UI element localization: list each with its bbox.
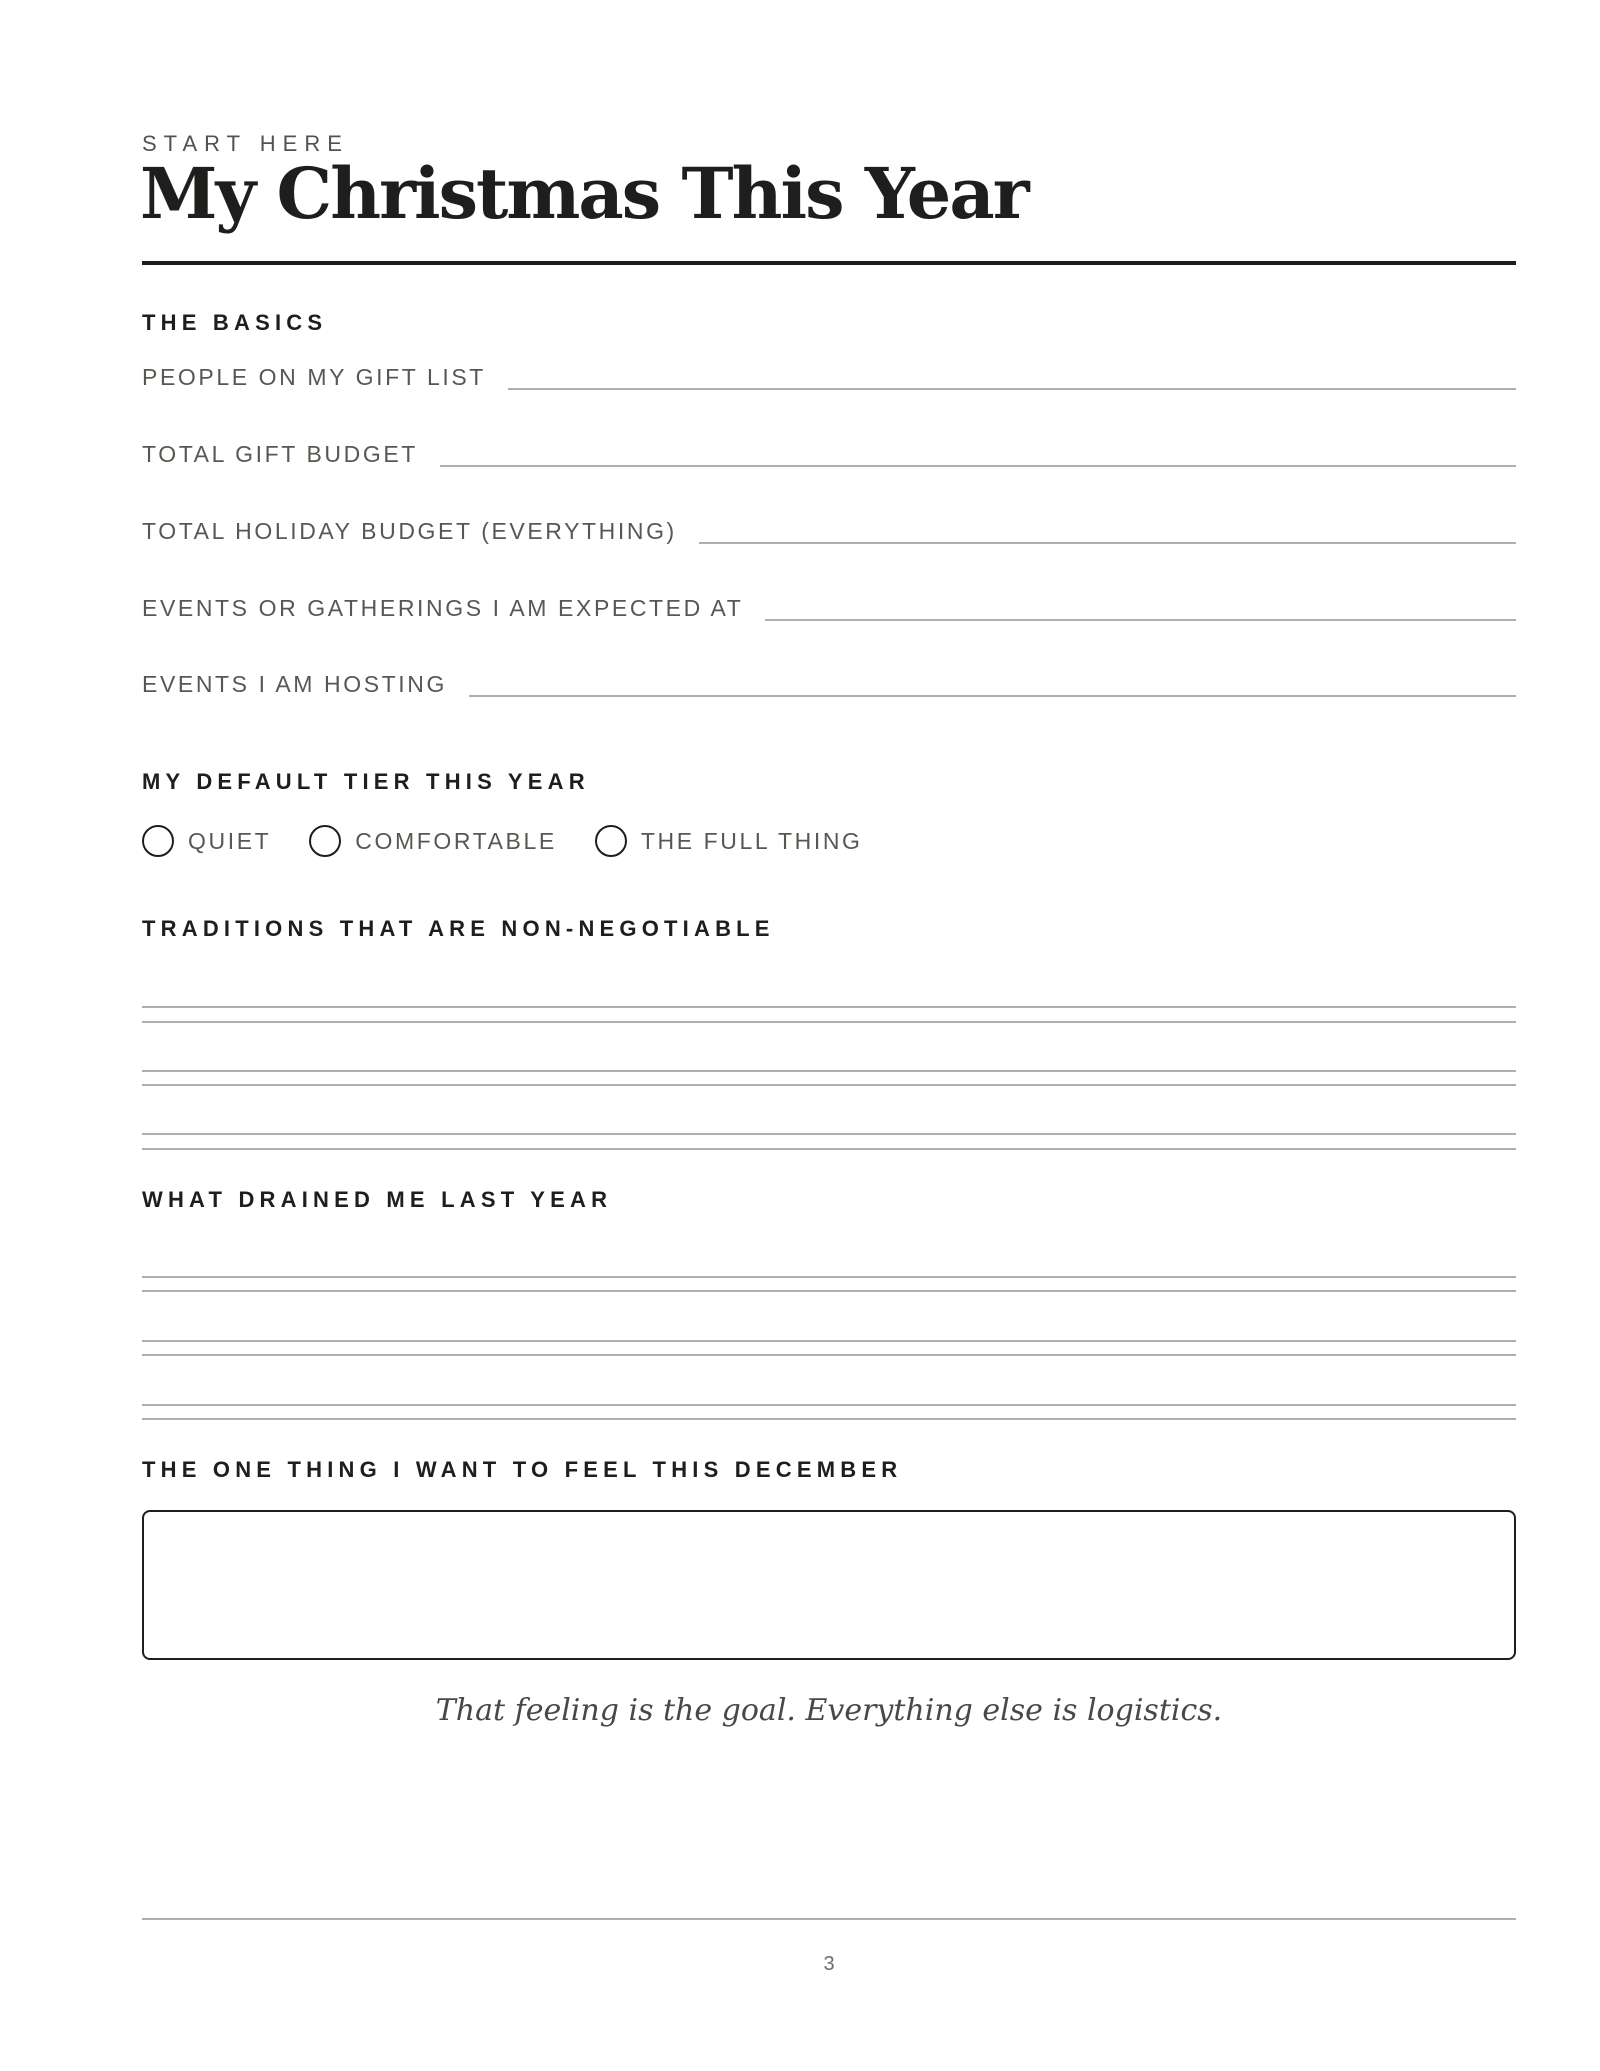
title-divider (142, 261, 1516, 265)
traditions-heading: TRADITIONS THAT ARE NON-NEGOTIABLE (142, 916, 775, 941)
tier-option-quiet[interactable] (142, 825, 271, 857)
writing-line[interactable] (142, 1070, 1516, 1072)
radio-circle-icon[interactable] (309, 825, 341, 857)
writing-line[interactable] (142, 1148, 1516, 1150)
writing-line[interactable] (142, 1084, 1516, 1086)
writing-line[interactable] (142, 1006, 1516, 1008)
page-number: 3 (823, 1953, 835, 1975)
writing-line[interactable] (142, 1354, 1516, 1356)
field-events-hosting[interactable] (142, 669, 1516, 699)
tier-label: QUIET (188, 827, 272, 854)
field-label: EVENTS OR GATHERINGS I AM EXPECTED AT (142, 595, 744, 621)
tier-option-comfortable[interactable] (309, 825, 557, 857)
field-write-line[interactable] (699, 542, 1516, 544)
field-write-line[interactable] (765, 619, 1516, 621)
field-holiday-budget[interactable] (142, 516, 1516, 546)
field-label: EVENTS I AM HOSTING (142, 671, 447, 697)
section-eyebrow: START HERE (142, 131, 349, 156)
page-title: My Christmas This Year (140, 152, 1028, 235)
writing-line[interactable] (142, 1276, 1516, 1278)
field-label: TOTAL HOLIDAY BUDGET (EVERYTHING) (142, 518, 677, 544)
tier-option-full-thing[interactable] (595, 825, 863, 857)
writing-line[interactable] (142, 1021, 1516, 1023)
closing-note: That feeling is the goal. Everything else is logistics. (435, 1693, 1223, 1728)
writing-line[interactable] (142, 1404, 1516, 1406)
footer-divider (142, 1918, 1516, 1920)
writing-line[interactable] (142, 1340, 1516, 1342)
writing-line[interactable] (142, 1418, 1516, 1420)
field-label: TOTAL GIFT BUDGET (142, 441, 418, 467)
writing-line[interactable] (142, 1290, 1516, 1292)
field-write-line[interactable] (440, 465, 1516, 467)
tier-label: THE FULL THING (640, 827, 863, 854)
tier-heading: MY DEFAULT TIER THIS YEAR (142, 769, 590, 794)
tier-options (142, 823, 901, 859)
writing-line[interactable] (142, 1133, 1516, 1135)
field-write-line[interactable] (469, 695, 1516, 697)
radio-circle-icon[interactable] (595, 825, 627, 857)
field-gift-budget[interactable] (142, 439, 1516, 469)
radio-circle-icon[interactable] (142, 825, 174, 857)
feeling-heading: THE ONE THING I WANT TO FEEL THIS DECEMBER (142, 1457, 903, 1482)
field-events-expected[interactable] (142, 593, 1516, 623)
field-gift-list[interactable] (142, 362, 1516, 392)
field-label: PEOPLE ON MY GIFT LIST (142, 364, 486, 390)
basics-heading: THE BASICS (142, 310, 328, 335)
field-write-line[interactable] (508, 388, 1516, 390)
feeling-answer-box[interactable] (142, 1510, 1516, 1660)
drained-heading: WHAT DRAINED ME LAST YEAR (142, 1187, 613, 1212)
tier-label: COMFORTABLE (355, 827, 557, 854)
